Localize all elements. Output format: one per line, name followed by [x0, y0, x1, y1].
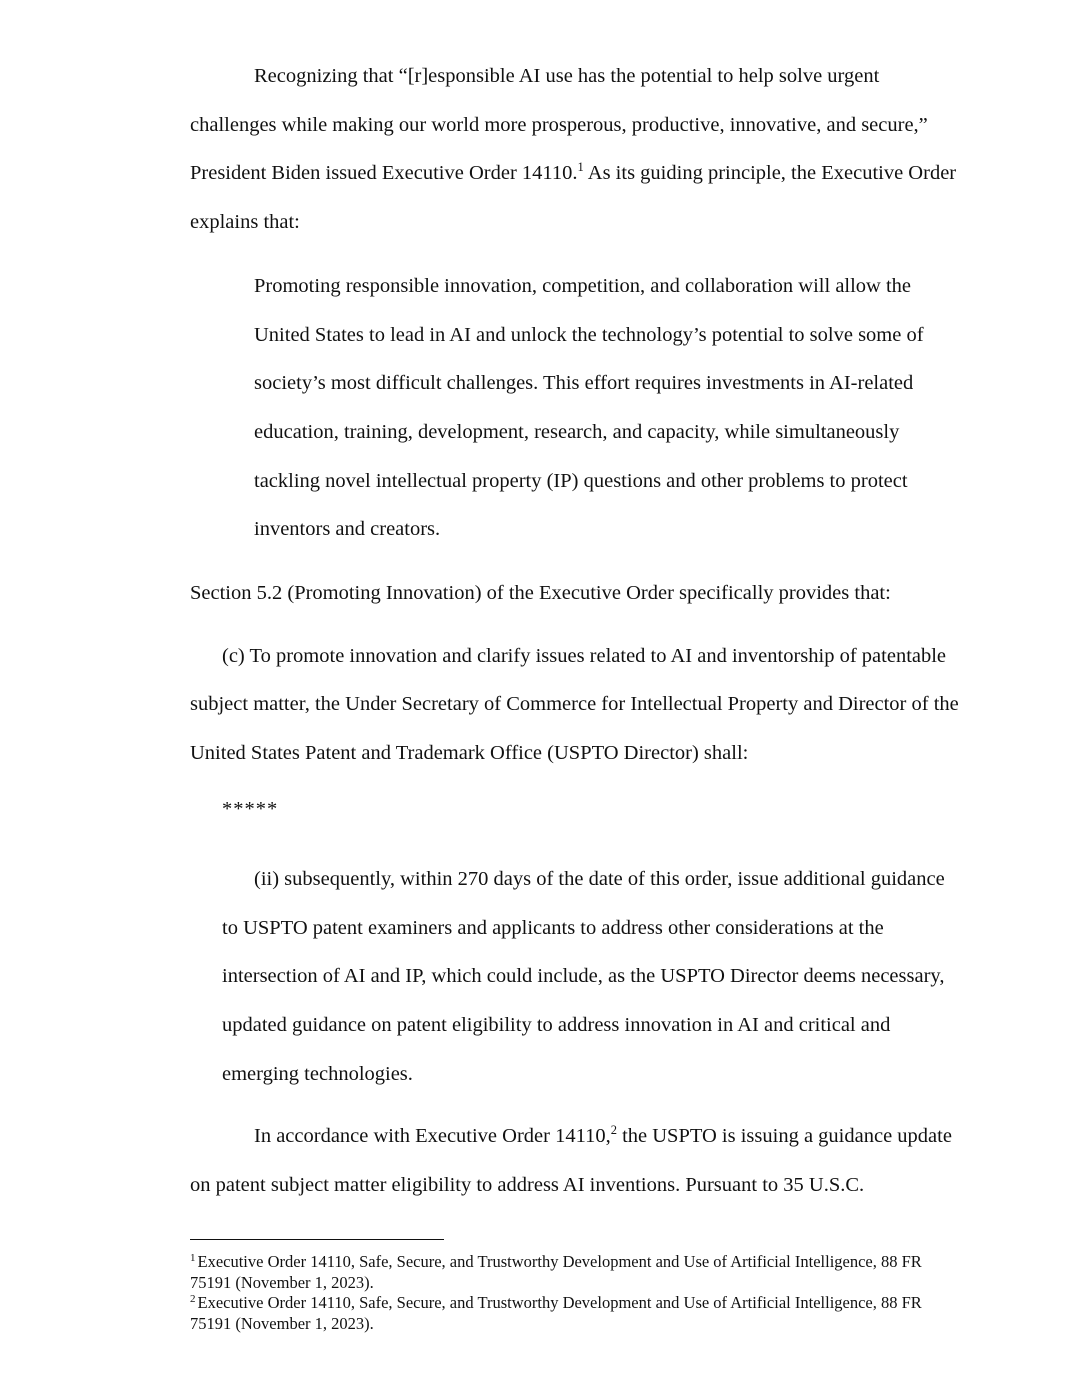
block-quote: Promoting responsible innovation, competition, and collaboration will allow the United States to lead in AI and unlock the technology’s potential to solve some of society’s most difficult challenges. This effort requires investments in AI-related education, training, development, research, and capacity, while simultaneously tackling novel intellectual property (IP) questions and other problems to protect inventors and creators.	[254, 274, 924, 541]
closing-paragraph	[190, 1112, 960, 1209]
section-lead: Section 5.2 (Promoting Innovation) of the Executive Order specifically provides that:	[190, 582, 891, 605]
intro-paragraph	[190, 52, 960, 247]
footnote-number: 1	[190, 1252, 196, 1264]
footnote-ref-1[interactable]: 1	[577, 160, 584, 175]
footnote-divider	[190, 1239, 444, 1240]
footnotes	[190, 1252, 960, 1334]
omission-stars: *****	[222, 797, 279, 820]
footnote-1	[190, 1252, 960, 1293]
closing-text-continued: the USPTO is issuing a guidance update on patent subject matter eligibility to address AI inventions. Pursuant to 35 U.S.C.	[190, 1125, 952, 1197]
intro-text: Recognizing that “[r]esponsible AI use has the potential to help solve urgent challenges while making our world more prosperous, productive, innovative, and secure,” President Biden issued Executive Order 14110.	[190, 65, 928, 185]
closing-text: In accordance with Executive Order 14110,	[254, 1125, 611, 1148]
footnote-text: Executive Order 14110, Safe, Secure, and Trustworthy Development and Use of Artificial Intelligence, 88 FR 75191 (November 1, 2023).	[190, 1293, 922, 1333]
quote-subsection-ii: (ii) subsequently, within 270 days of the date of this order, issue additional guidance to USPTO patent examiners and applicants to address other considerations at the intersection of AI and IP, which could include, as the USPTO Director deems necessary, updated guidance on patent eligibility to address innovation in AI and critical and emerging technologies.	[222, 867, 945, 1085]
quote-subsection-c: (c) To promote innovation and clarify issues related to AI and inventorship of patentable subject matter, the Under Secretary of Commerce for Intellectual Property and Director of the United States Patent and Trademark Office (USPTO Director) shall:	[190, 644, 959, 765]
intro-text-continued: As its guiding principle, the Executive Order explains that:	[190, 162, 957, 234]
footnote-2	[190, 1293, 960, 1334]
footnote-text: Executive Order 14110, Safe, Secure, and Trustworthy Development and Use of Artificial Intelligence, 88 FR 75191 (November 1, 2023).	[190, 1252, 922, 1292]
footnote-number: 2	[190, 1293, 196, 1305]
footnote-ref-2[interactable]: 2	[610, 1123, 617, 1138]
body-text	[190, 52, 960, 1210]
